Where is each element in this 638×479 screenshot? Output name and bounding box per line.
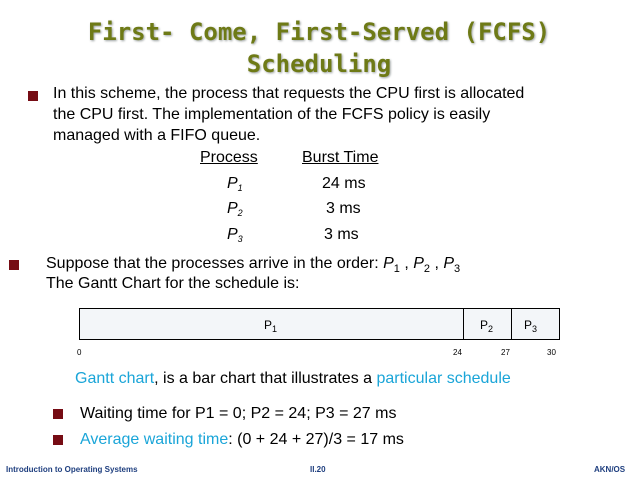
gantt-tick: 27 xyxy=(501,348,510,357)
gantt-block-label: $P_3$ xyxy=(524,318,538,334)
intro-line2: the CPU first. The implementation of the FCFS policy is easily xyxy=(53,106,491,123)
footer-page-number: II.20 xyxy=(310,465,326,474)
arrival-order-line: Suppose that the processes arrive in the order: $P_1$ , $P_2$ , $P_3$ xyxy=(46,255,461,275)
bullet-icon xyxy=(28,91,38,101)
table-row-burst: 24 ms xyxy=(322,175,366,192)
gantt-definition: Gantt chart, is a bar chart that illustrates a particular schedule xyxy=(75,370,511,387)
waiting-times-line: Waiting time for P1 = 0; P2 = 24; P3 = 27 ms xyxy=(80,405,397,422)
gantt-block-label: $P_1$ xyxy=(264,318,278,334)
table-header-process: Process xyxy=(200,149,258,166)
footer-course: Introduction to Operating Systems xyxy=(6,465,138,474)
table-row-process: P1 xyxy=(227,175,243,193)
footer-author: AKN/OS xyxy=(594,465,626,474)
gantt-tick: 0 xyxy=(77,348,82,357)
bullet-icon xyxy=(53,435,63,445)
table-row-process: P2 xyxy=(227,200,243,218)
gantt-tick: 30 xyxy=(547,348,556,357)
average-waiting-line: Average waiting time: (0 + 24 + 27)/3 = 17 ms xyxy=(80,431,404,448)
table-row-burst: 3 ms xyxy=(326,200,361,217)
gantt-chart xyxy=(79,308,560,340)
table-row-process: P3 xyxy=(227,226,243,244)
bullet-icon xyxy=(9,260,19,270)
intro-line1: In this scheme, the process that requests the CPU first is allocated xyxy=(53,85,525,102)
gantt-divider xyxy=(463,309,464,339)
gantt-divider xyxy=(511,309,512,339)
slide-title-line1: First- Come, First-Served (FCFS) xyxy=(87,18,551,46)
table-header-burst: Burst Time xyxy=(302,149,379,166)
gantt-tick: 24 xyxy=(453,348,462,357)
table-row-burst: 3 ms xyxy=(324,226,359,243)
gantt-intro-line: The Gantt Chart for the schedule is: xyxy=(46,275,300,292)
gantt-block-label: $P_2$ xyxy=(480,318,494,334)
slide-title-line2: Scheduling xyxy=(246,50,392,78)
intro-line3: managed with a FIFO queue. xyxy=(53,127,261,144)
bullet-icon xyxy=(53,409,63,419)
